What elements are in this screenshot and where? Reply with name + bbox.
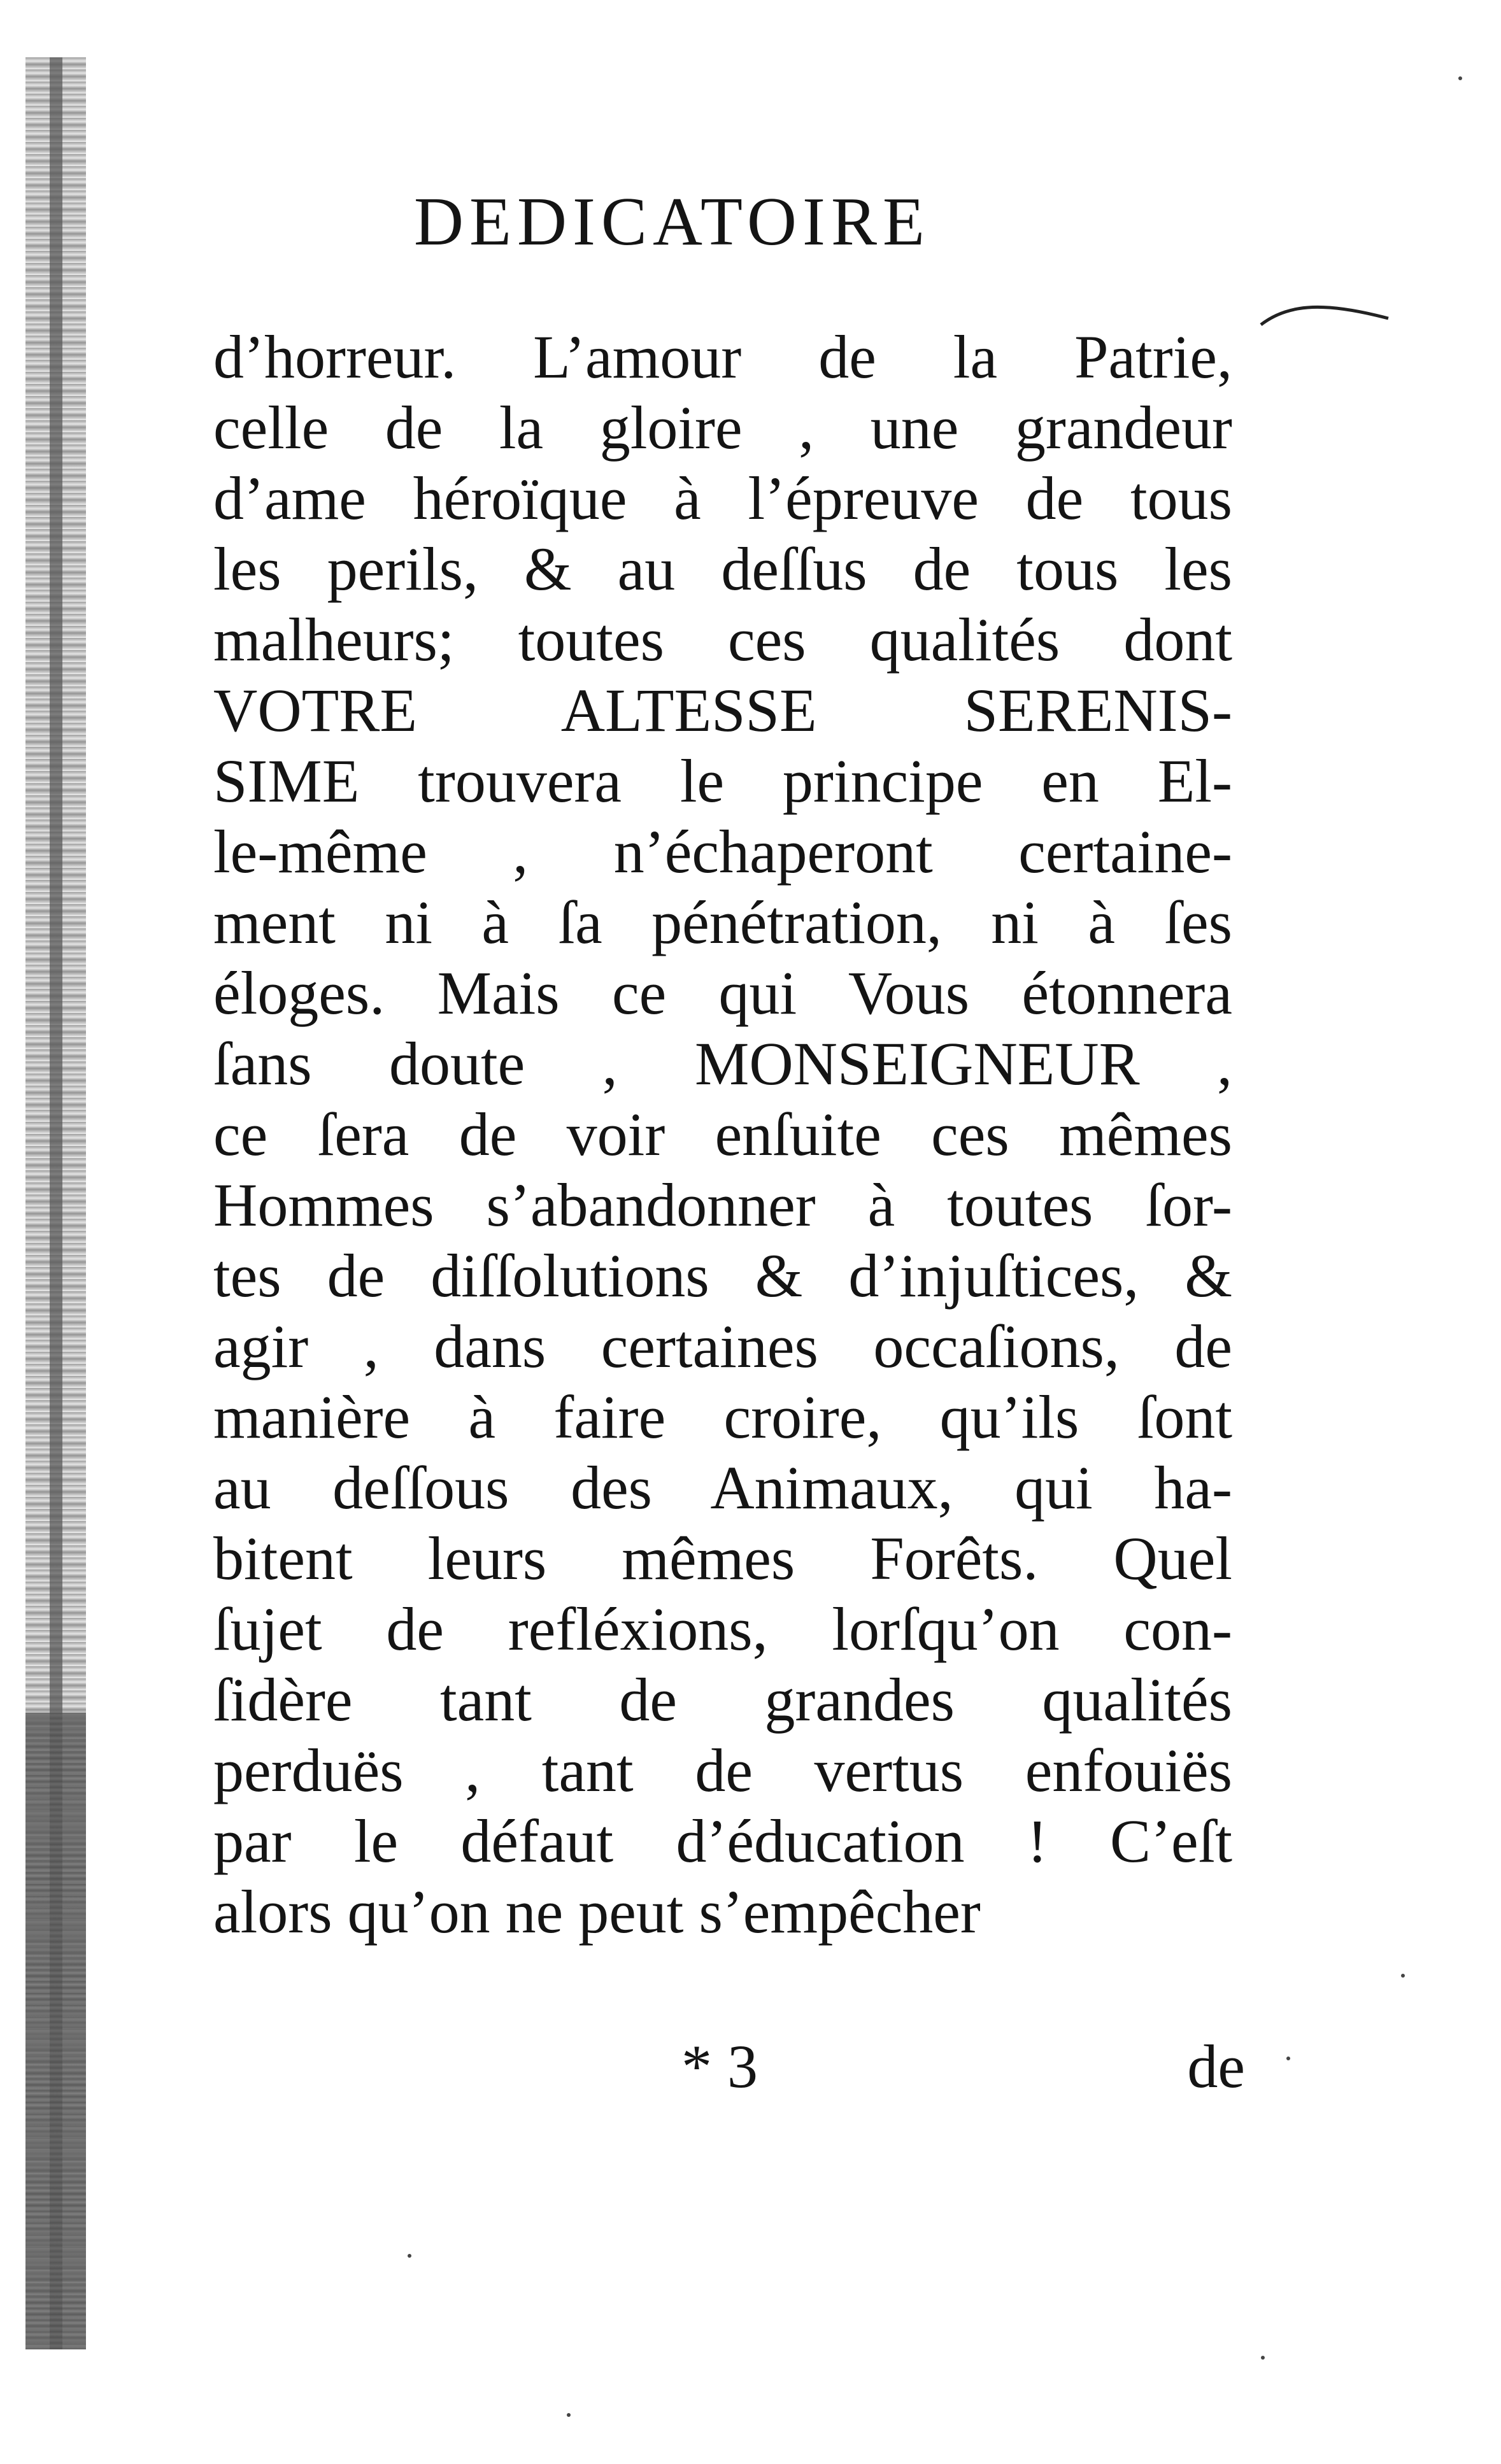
text-line: au deſſous des Animaux, qui ha- <box>213 1454 1232 1522</box>
text-line: VOTRE ALTESSE SERENIS- <box>213 676 1232 744</box>
text-line: perduës , tant de vertus enfouiës <box>213 1736 1232 1804</box>
text-line: par le défaut d’éducation ! C’eſt <box>213 1807 1232 1875</box>
text-line: SIME trouvera le principe en El- <box>213 747 1232 815</box>
text-line: bitent leurs mêmes Forêts. Quel <box>213 1524 1232 1592</box>
text-line: les perils, & au deſſus de tous les <box>213 535 1232 603</box>
text-line: Hommes s’abandonner à toutes ſor- <box>213 1171 1232 1239</box>
text-line: malheurs; toutes ces qualités dont <box>213 605 1232 674</box>
page-footer-line <box>213 2031 1245 2102</box>
text-line: le-même , n’échaperont certaine- <box>213 818 1232 886</box>
text-line: manière à faire croire, qu’ils ſont <box>213 1383 1232 1451</box>
ink-swash-mark <box>1258 299 1391 337</box>
signature-mark: * 3 <box>681 2032 758 2100</box>
text-line: agir , dans certaines occaſions, de <box>213 1312 1232 1380</box>
text-line: d’ame héroïque à l’épreuve de tous <box>213 464 1232 532</box>
catchword: de <box>1187 2032 1245 2100</box>
text-line: ſidère tant de grandes qualités <box>213 1666 1232 1734</box>
text-line: celle de la gloire , une grandeur <box>213 393 1232 462</box>
body-text <box>213 322 1232 1947</box>
text-line: tes de diſſolutions & d’injuſtices, & <box>213 1242 1232 1310</box>
text-line: ſujet de refléxions, lorſqu’on con- <box>213 1595 1232 1663</box>
running-head: DEDICATOIRE <box>414 184 930 260</box>
scanned-binding-edge <box>25 57 86 2349</box>
text-line: alors qu’on ne peut s’empêcher <box>213 1878 981 1946</box>
text-line: éloges. Mais ce qui Vous étonnera <box>213 959 1232 1027</box>
text-line: ment ni à ſa pénétration, ni à ſes <box>213 888 1232 956</box>
text-line: ce ſera de voir enſuite ces mêmes <box>213 1100 1232 1168</box>
text-line: ſans doute , MONSEIGNEUR , <box>213 1030 1232 1098</box>
text-line: d’horreur. L’amour de la Patrie, <box>213 323 1232 391</box>
